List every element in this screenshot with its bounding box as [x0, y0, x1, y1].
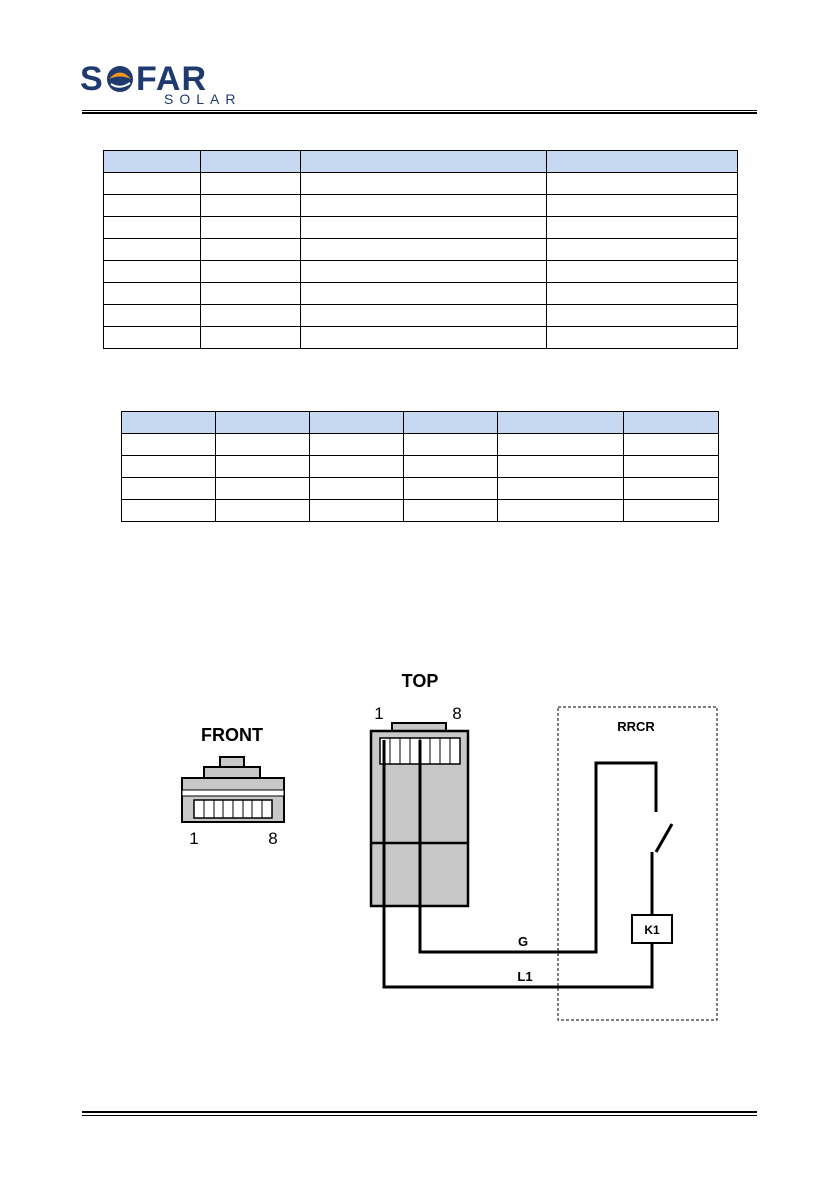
wire-g-label: G: [517, 934, 529, 949]
svg-text:S: S: [80, 62, 104, 98]
rrcr-box: [558, 707, 717, 1020]
top-label: TOP: [401, 671, 439, 691]
rj45-front-icon: [182, 757, 284, 822]
rj45-rrcr-wiring-diagram: [0, 640, 839, 1060]
sofar-solar-logo: [80, 62, 265, 108]
table-header-row: [104, 151, 738, 173]
table-row: [104, 217, 738, 239]
wire-l1-label: L1: [517, 969, 533, 984]
table-header-row: [122, 412, 719, 434]
switch-contact: [656, 824, 672, 852]
header-rule: [82, 110, 757, 114]
table-row: [122, 478, 719, 500]
rrcr-label: RRCR: [617, 719, 655, 734]
table-row: [122, 500, 719, 522]
svg-text:SOLAR: SOLAR: [164, 91, 242, 107]
table-2: [121, 411, 719, 522]
relay-k1-label: K1: [644, 923, 660, 937]
table-row: [104, 261, 738, 283]
table-row: [122, 434, 719, 456]
table-row: [104, 239, 738, 261]
table-row: [104, 305, 738, 327]
table-row: [122, 456, 719, 478]
table-row: [104, 173, 738, 195]
top-pin-8-label: 8: [452, 704, 462, 723]
front-pin-1-label: 1: [189, 829, 199, 848]
table-1: [103, 150, 738, 349]
top-pin-1-label: 1: [374, 704, 384, 723]
table-row: [104, 283, 738, 305]
table-row: [104, 195, 738, 217]
footer-rule: [82, 1111, 757, 1116]
svg-text:FAR: FAR: [136, 62, 207, 98]
table-row: [104, 327, 738, 349]
front-pin-8-label: 8: [268, 829, 278, 848]
front-label: FRONT: [201, 725, 263, 745]
